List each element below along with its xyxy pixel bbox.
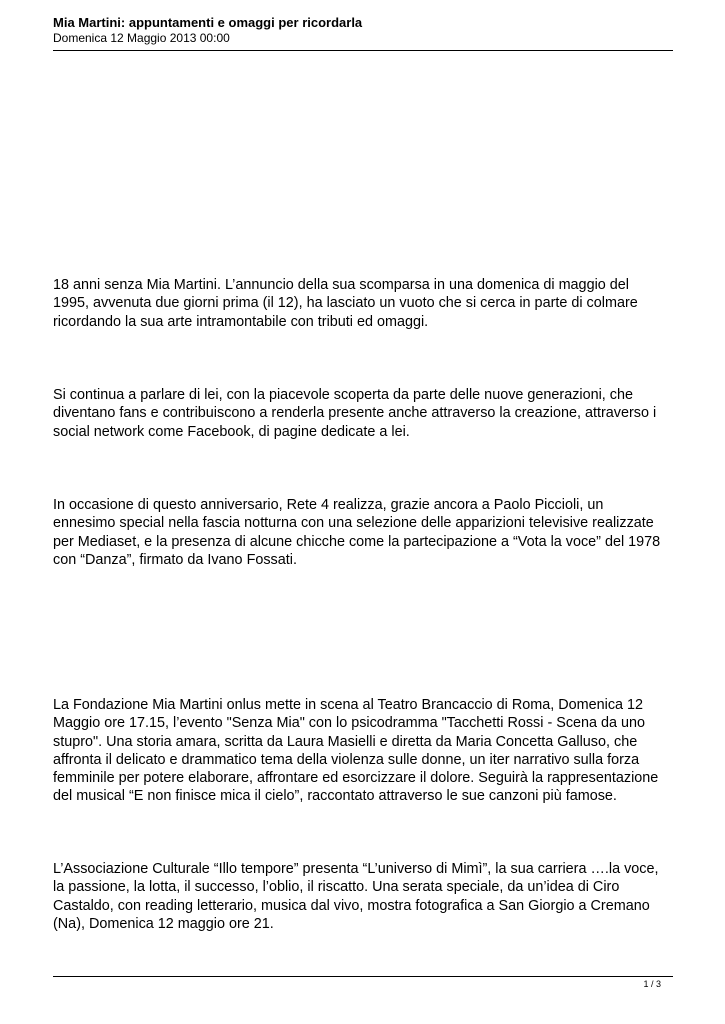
publication-date: Domenica 12 Maggio 2013 00:00 bbox=[53, 31, 230, 45]
page-number: 1 / 3 bbox=[643, 979, 661, 989]
paragraph-illo-tempore-event: L’Associazione Culturale “Illo tempore” presenta “L’universo di Mimì”, la sua carriera ….la voce, la passione, la lotta, il successo, l’oblio, il riscatto. Una serata speciale, da un’idea di Ciro Castaldo, con reading letterario, musica dal vivo, mostra fotografica a San Giorgio a Cremano (Na), Domenica 12 maggio ore 21. bbox=[53, 861, 659, 932]
paragraph-intro: 18 anni senza Mia Martini. L’annuncio della sua scomparsa in una domenica di maggio del 1995, avvenuta due giorni prima (il 12), ha lasciato un vuoto che si cerca in parte di colmare ricordando la sua arte intramontabile con tributi ed omaggi. bbox=[53, 277, 638, 330]
paragraph-fondazione-event: La Fondazione Mia Martini onlus mette in scena al Teatro Brancaccio di Roma, Domenica 12 Maggio ore 17.15, l’evento "Senza Mia" con lo psicodramma "Tacchetti Rossi - Scena da uno stupro". Una storia amara, scritta da Laura Masielli e diretta da Maria Concetta Galluso, che affronta il delicato e drammatico tema della violenza sulle donne, un iter narrativo sulla forza femminile per potere elaborare, affrontare ed esorcizzare il dolore. Seguirà la rappresentazione del musical “E non finisce mica il cielo”, raccontato attraverso le sue canzoni più famose. bbox=[53, 697, 659, 805]
header-divider bbox=[53, 50, 673, 51]
page-title: Mia Martini: appuntamenti e omaggi per ricordarla bbox=[53, 15, 363, 30]
document-header bbox=[53, 14, 673, 46]
paragraph-rete4-special: In occasione di questo anniversario, Rete 4 realizza, grazie ancora a Paolo Piccioli, un ennesimo special nella fascia notturna con una selezione delle apparizioni televisive realizzate per Mediaset, e la presenza di alcune chicche come la partecipazione a “Vota la voce” del 1978 con “Danza”, firmato da Ivano Fossati. bbox=[53, 497, 661, 568]
footer-divider bbox=[53, 976, 673, 977]
paragraph-new-generations: Si continua a parlare di lei, con la piacevole scoperta da parte delle nuove generazioni, che diventano fans e contribuiscono a renderla presente anche attraverso la creazione, attraverso i social network come Facebook, di pagine dedicate a lei. bbox=[53, 387, 657, 440]
